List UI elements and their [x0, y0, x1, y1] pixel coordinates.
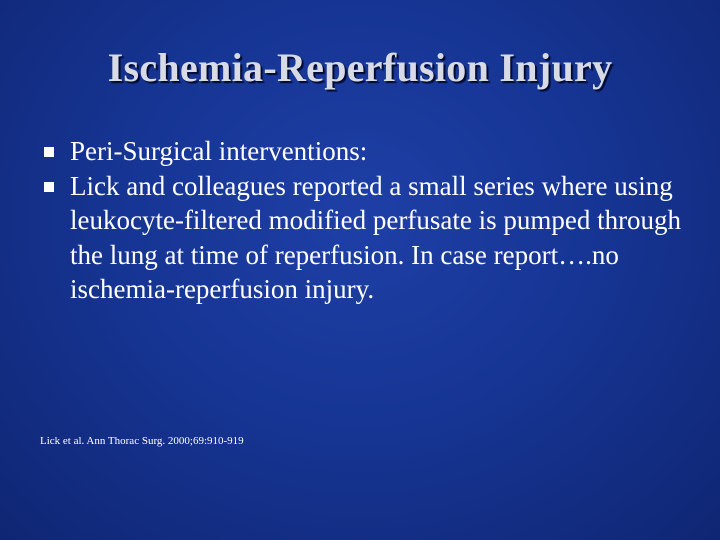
bullet-list	[44, 134, 694, 307]
citation: Lick et al. Ann Thorac Surg. 2000;69:910-919	[40, 435, 244, 447]
bullet-text: Lick and colleagues reported a small series where using leukocyte-filtered modified perfusate is pumped through the lung at time of reperfusion. In case report….no ischemia-reperfusion injury.	[70, 170, 682, 304]
square-bullet-icon	[44, 147, 54, 157]
bullet-item	[44, 134, 694, 169]
bullet-item	[44, 169, 694, 307]
slide-title: Ischemia-Reperfusion Injury	[107, 45, 613, 90]
square-bullet-icon	[44, 182, 54, 192]
bullet-text: Peri-Surgical interventions:	[70, 136, 368, 166]
